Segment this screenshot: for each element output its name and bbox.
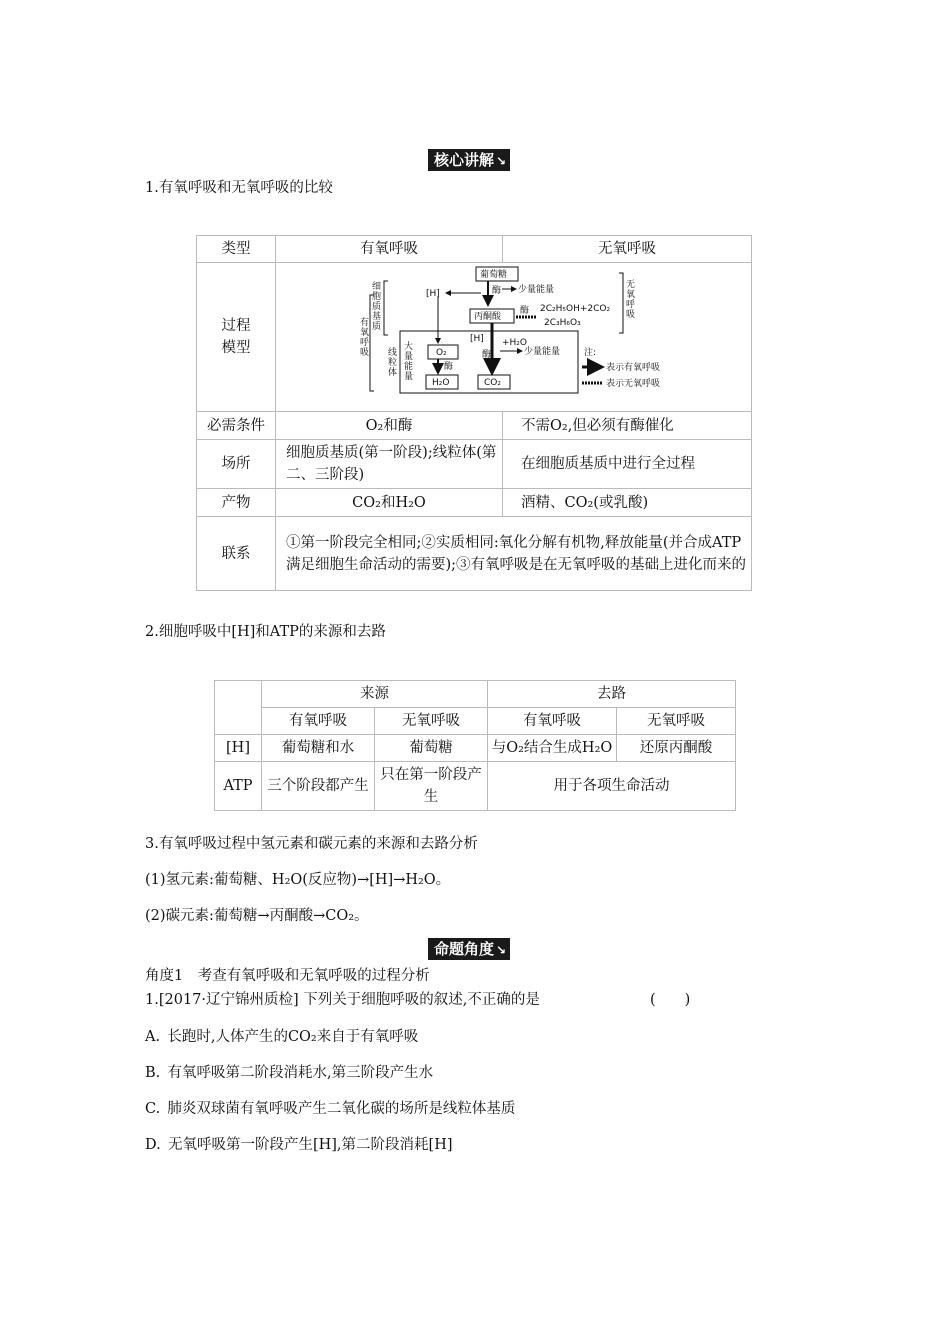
svg-text:氧: 氧 [360,328,370,338]
t2-atp-dst: 用于各项生命活动 [488,762,736,811]
angle-title: 角度1 考查有氧呼吸和无氧呼吸的过程分析 [145,968,430,984]
diagram-h-2: [H] [470,334,484,344]
diagram-glucose: 葡萄糖 [480,270,508,280]
row-condition-aerobic: O₂和酶 [276,412,503,440]
question-angle-badge [428,938,510,960]
respiration-diagram [276,263,751,411]
option-c: C. 肺炎双球菌有氧呼吸产生二氧化碳的场所是线粒体基质 [145,1101,516,1117]
section3-heading: 3.有氧呼吸过程中氢元素和碳元素的来源和去路分析 [145,836,478,852]
t2-h-dst-aerobic: 与O₂结合生成H₂O [488,735,617,762]
t2-atp-src-anaerobic: 只在第一阶段产生 [375,762,488,811]
t2-src-aerobic: 有氧呼吸 [262,708,375,735]
row-product-aerobic: CO₂和H₂O [276,489,503,517]
header-aerobic: 有氧呼吸 [276,236,503,263]
svg-text:吸: 吸 [626,310,636,320]
svg-text:粒: 粒 [388,358,398,368]
process-label-1: 过程 [221,318,251,334]
legend-anaerobic: 表示无氧呼吸 [606,379,661,389]
t2-atp-src-aerobic: 三个阶段都产生 [262,762,375,811]
header-type: 类型 [197,236,276,263]
svg-text:基: 基 [372,312,382,322]
t2-atp-label: ATP [215,762,262,811]
diagram-ethanol: 2C₂H₅OH+2CO₂ [540,304,611,314]
svg-text:体: 体 [388,368,398,378]
process-label [197,263,276,412]
section3-line1: (1)氢元素:葡萄糖、H₂O(反应物)→[H]→H₂O。 [145,872,451,888]
diagram-enzyme-2: 酶 [520,306,530,316]
row-product-label: 产物 [197,489,276,517]
arrow-down-right-icon: ↘ [496,943,507,957]
t2-dst-anaerobic: 无氧呼吸 [617,708,736,735]
comparison-table [196,235,752,591]
anaerobic-side-label [626,279,635,320]
row-site-label: 场所 [197,440,276,489]
t2-h-label: [H] [215,735,262,762]
mito-label [388,346,397,378]
diagram-lactic: 2C₃H₆O₃ [544,318,581,328]
aerobic-side-label [360,316,369,358]
row-site-anaerobic: 在细胞质基质中进行全过程 [503,440,752,489]
section3-line2: (2)碳元素:葡萄糖→丙酮酸→CO₂。 [145,908,369,924]
svg-text:量: 量 [404,372,414,382]
t2-h-src-aerobic: 葡萄糖和水 [262,735,375,762]
diagram-note: 注: [584,348,597,358]
t2-corner [215,681,262,735]
row-condition-label: 必需条件 [197,412,276,440]
diagram-o2: O₂ [436,348,447,358]
answer-paren: ( ) [650,992,691,1008]
diagram-h2o-in: +H₂O [502,338,528,348]
svg-text:呼: 呼 [626,300,636,310]
row-product-anaerobic: 酒精、CO₂(或乳酸) [503,489,752,517]
svg-text:胞: 胞 [372,292,382,302]
svg-text:有: 有 [360,318,370,328]
diagram-little-energy-2: 少量能量 [524,347,561,357]
question-stem: 1.[2017·辽宁锦州质检] 下列关于细胞呼吸的叙述,不正确的是 [145,992,540,1008]
diagram-pyruvate: 丙酮酸 [474,312,502,322]
option-d: D. 无氧呼吸第一阶段产生[H],第二阶段消耗[H] [145,1137,453,1153]
process-label-2: 模型 [221,340,251,356]
t2-source-header: 来源 [262,681,488,708]
row-link-label: 联系 [197,517,276,591]
svg-text:质: 质 [372,302,382,312]
legend-aerobic: 表示有氧呼吸 [606,363,661,373]
row-link-text: ①第一阶段完全相同;②实质相同:氧化分解有机物,释放能量(并合成ATP满足细胞生命活动的需要);③有氧呼吸是在无氧呼吸的基础上进化而来的 [276,517,752,591]
angle-badge-label: 命题角度 [434,940,495,958]
core-badge-label: 核心讲解 [434,151,495,169]
svg-text:细: 细 [372,282,382,292]
svg-text:量: 量 [404,352,414,362]
respiration-diagram-svg [276,263,750,411]
diagram-h2o: H₂O [432,378,450,388]
svg-text:线: 线 [388,348,398,358]
svg-text:吸: 吸 [360,348,370,358]
t2-h-dst-anaerobic: 还原丙酮酸 [617,735,736,762]
t2-dst-aerobic: 有氧呼吸 [488,708,617,735]
svg-text:大: 大 [404,342,414,352]
svg-text:呼: 呼 [360,338,370,348]
diagram-enzyme-1: 酶 [492,286,502,296]
h-atp-table [214,680,736,811]
t2-src-anaerobic: 无氧呼吸 [375,708,488,735]
diagram-enzyme-3: 酶 [444,362,454,372]
row-site-aerobic: 细胞质基质(第一阶段);线粒体(第二、三阶段) [276,440,503,489]
option-a: A. 长跑时,人体产生的CO₂来自于有氧呼吸 [145,1029,419,1045]
diagram-little-energy: 少量能量 [518,285,555,295]
diagram-enzyme-4: 酶 [482,350,492,360]
core-explanation-badge [428,149,510,171]
process-diagram-cell [276,263,752,412]
svg-text:无: 无 [626,280,636,290]
svg-text:氧: 氧 [626,290,636,300]
t2-h-src-anaerobic: 葡萄糖 [375,735,488,762]
diagram-h-1: [H] [426,289,440,299]
svg-text:能: 能 [404,362,414,372]
cytoplasm-label [372,281,381,332]
header-anaerobic: 无氧呼吸 [503,236,752,263]
section1-heading: 1.有氧呼吸和无氧呼吸的比较 [145,180,333,196]
arrow-down-right-icon: ↘ [496,154,507,168]
diagram-co2: CO₂ [484,378,501,388]
option-b: B. 有氧呼吸第二阶段消耗水,第三阶段产生水 [145,1065,434,1081]
t2-destination-header: 去路 [488,681,736,708]
section2-heading: 2.细胞呼吸中[H]和ATP的来源和去路 [145,624,386,640]
row-condition-anaerobic: 不需O₂,但必须有酶催化 [503,412,752,440]
svg-text:质: 质 [372,322,382,332]
large-energy-label [404,340,413,382]
